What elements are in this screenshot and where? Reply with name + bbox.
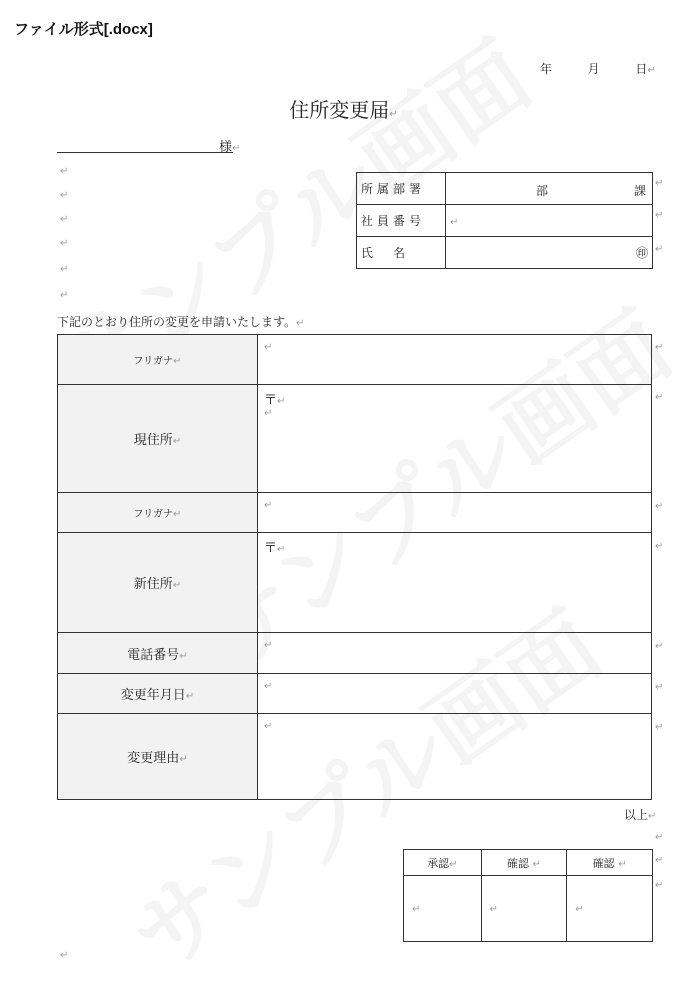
form-row: [58, 493, 652, 533]
paragraph-mark: ↵: [60, 166, 69, 177]
address-change-form: [57, 334, 652, 800]
confirm-stamp-box[interactable]: ↵: [567, 876, 653, 942]
form-label: フリガナ↵: [58, 335, 258, 385]
page-title: 住所変更届↵: [289, 98, 398, 122]
phone-field[interactable]: ↵: [258, 633, 652, 674]
dept-label: 社員番号: [357, 205, 446, 237]
form-label: 新住所↵: [58, 533, 258, 633]
form-label: 現住所↵: [58, 385, 258, 493]
paragraph-mark: ↵: [655, 392, 664, 403]
closing-text: 以上↵: [624, 808, 657, 822]
paragraph-mark: ↵: [655, 641, 664, 652]
paragraph-mark: ↵: [655, 541, 664, 552]
paragraph-mark: ↵: [655, 682, 664, 693]
paragraph-mark: ↵: [60, 214, 69, 225]
form-row: [58, 633, 652, 674]
paragraph-mark: ↵: [60, 264, 69, 275]
approval-stamp-row: [404, 876, 653, 942]
dept-row: [357, 237, 653, 269]
form-label: 変更年月日↵: [58, 674, 258, 714]
current-furigana-field[interactable]: ↵: [258, 335, 652, 385]
form-label: 変更理由↵: [58, 714, 258, 800]
date-month: 月: [587, 62, 600, 76]
paragraph-mark: ↵: [60, 950, 69, 961]
form-row: [58, 385, 652, 493]
form-row: [58, 335, 652, 385]
new-address-field[interactable]: 〒↵: [258, 533, 652, 633]
dept-row: [357, 205, 653, 237]
file-format-label: ファイル形式[.docx]: [14, 21, 153, 38]
approval-header: 確認 ↵: [481, 850, 567, 876]
name-field[interactable]: [446, 237, 653, 269]
paragraph-mark: ↵: [655, 210, 664, 221]
form-label: 電話番号↵: [58, 633, 258, 674]
form-row: [58, 714, 652, 800]
postal-mark: 〒: [264, 393, 278, 408]
paragraph-mark: ↵: [60, 238, 69, 249]
form-row: [58, 533, 652, 633]
title-text: 住所変更届: [289, 98, 390, 122]
current-address-field[interactable]: 〒↵ ↵: [258, 385, 652, 493]
dept-label: 所属部署: [357, 173, 446, 205]
approval-table: [403, 849, 653, 942]
approval-header: 確認 ↵: [567, 850, 653, 876]
approval-header-row: [404, 850, 653, 876]
paragraph-mark: ↵: [655, 178, 664, 189]
paragraph-mark: ↵: [655, 855, 664, 866]
date-line: 年 月 日↵: [540, 62, 656, 76]
intro-text: 下記のとおり住所の変更を申請いたします。↵: [57, 315, 305, 329]
seal-mark: ㊞: [635, 246, 648, 260]
approval-stamp-box[interactable]: ↵: [404, 876, 482, 942]
employee-number-field[interactable]: ↵: [446, 205, 653, 237]
change-date-field[interactable]: ↵: [258, 674, 652, 714]
date-year: 年: [540, 62, 553, 76]
paragraph-mark: ↵: [655, 244, 664, 255]
approval-header: 承認↵: [404, 850, 482, 876]
addressee-line: [57, 136, 233, 153]
dept-label: 氏 名: [357, 237, 446, 269]
dept-row: [357, 173, 653, 205]
paragraph-mark: ↵: [655, 501, 664, 512]
paragraph-mark: ↵: [655, 342, 664, 353]
change-reason-field[interactable]: ↵: [258, 714, 652, 800]
postal-mark: 〒: [264, 541, 278, 556]
paragraph-mark: ↵: [655, 722, 664, 733]
form-row: [58, 674, 652, 714]
addressee-suffix: 様↵: [219, 140, 241, 155]
new-furigana-field[interactable]: ↵: [258, 493, 652, 533]
department-table: [356, 172, 653, 269]
paragraph-mark: ↵: [60, 290, 69, 301]
confirm-stamp-box[interactable]: ↵: [481, 876, 567, 942]
date-day: 日: [635, 62, 648, 76]
paragraph-mark: ↵: [655, 832, 664, 843]
dept-value[interactable]: 部 課: [446, 173, 653, 205]
paragraph-mark: ↵: [60, 190, 69, 201]
paragraph-mark: ↵: [655, 880, 664, 891]
form-label: フリガナ↵: [58, 493, 258, 533]
